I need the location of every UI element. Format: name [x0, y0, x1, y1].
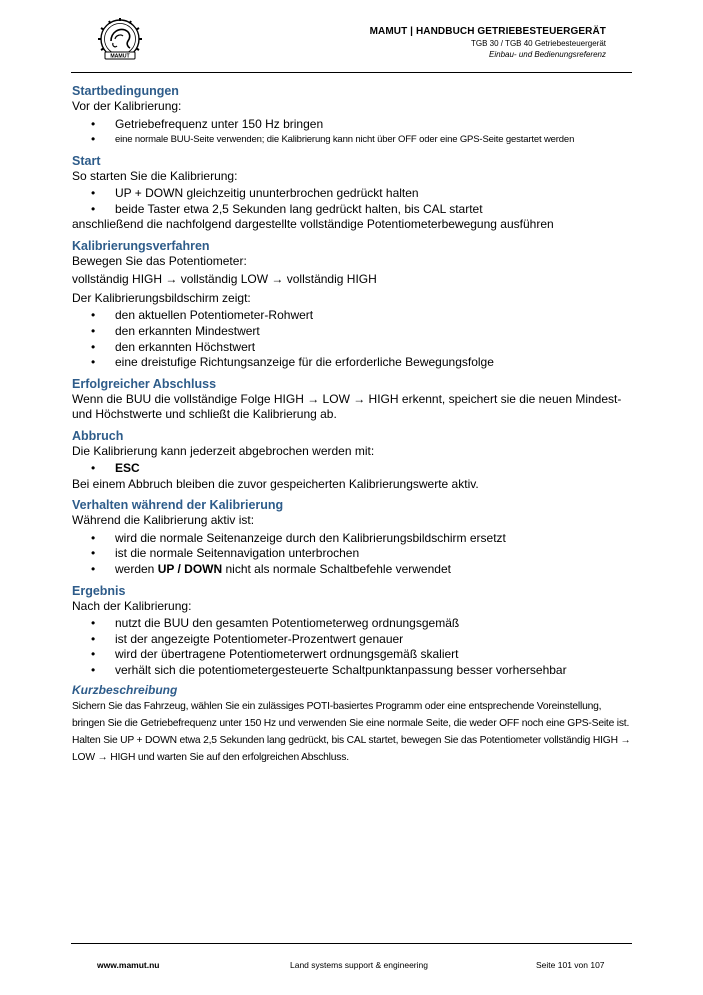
document-subtitle: TGB 30 / TGB 40 Getriebesteuergerät — [470, 39, 606, 48]
behavior-item3-bold: UP / DOWN — [157, 562, 223, 577]
esc-key-label: ESC — [115, 461, 140, 476]
page-content — [72, 83, 632, 766]
list-item: • ist der angezeigte Potentiometer-Prozentwert genauer — [72, 632, 632, 648]
svg-text:MAMUT: MAMUT — [110, 53, 130, 60]
page-header — [0, 0, 703, 74]
footer-page-number: Seite 101 von 107 — [536, 960, 605, 970]
list-item-esc — [72, 461, 632, 477]
list-item: • nutzt die BUU den gesamten Potentiometerweg ordnungsgemäß — [72, 616, 632, 632]
procedure-intro: Bewegen Sie das Potentiometer: — [72, 253, 247, 268]
result-list — [72, 616, 632, 678]
start-conditions-list — [72, 117, 632, 148]
start-after: anschließend die nachfolgend dargestellte vollständige Potentiometerbewegung ausführen — [72, 217, 554, 232]
heading-success: Erfolgreicher Abschluss — [72, 376, 217, 391]
list-item: • beide Taster etwa 2,5 Sekunden lang gedrückt halten, bis CAL startet — [72, 202, 632, 218]
start-conditions-intro: Vor der Kalibrierung: — [72, 99, 182, 113]
heading-result: Ergebnis — [72, 583, 126, 598]
mamut-logo — [95, 17, 145, 63]
heading-summary: Kurzbeschreibung — [72, 682, 178, 697]
abort-intro: Die Kalibrierung kann jederzeit abgebrochen werden mit: — [72, 443, 375, 458]
abort-after: Bei einem Abbruch bleiben die zuvor gespeicherten Kalibrierungswerte aktiv. — [72, 476, 479, 491]
list-item: • UP + DOWN gleichzeitig ununterbrochen gedrückt halten — [72, 186, 632, 202]
list-item: • Getriebefrequenz unter 150 Hz bringen — [72, 117, 632, 133]
footer-website: www.mamut.nu — [97, 960, 160, 970]
list-item: • wird die normale Seitenanzeige durch den Kalibrierungsbildschirm ersetzt — [72, 531, 632, 547]
behavior-intro: Während die Kalibrierung aktiv ist: — [72, 513, 255, 528]
heading-start: Start — [72, 153, 101, 168]
summary-text: Sichern Sie das Fahrzeug, wählen Sie ein zulässiges POTI-basiertes Programm oder eine entsprechende Voreinstellung, bringen Sie die Getriebefrequenz unter 150 Hz und verwenden Sie eine normale Seite, die weder OFF noch eine GPS-Seite ist. Halten Sie UP + DOWN etwa 2,5 Sekunden lang gedrückt, bis CAL startet, bewegen Sie das Potentiometer vollständig HIGH → LOW → HIGH und warten Sie auf den erfolgreichen Abschluss. — [72, 700, 631, 764]
footer-rule — [71, 943, 632, 944]
list-item: • den erkannten Höchstwert — [72, 340, 632, 356]
list-item: • ist die normale Seitennavigation unterbrochen — [72, 546, 632, 562]
heading-procedure: Kalibrierungsverfahren — [72, 238, 210, 253]
success-text: Wenn die BUU die vollständige Folge HIGH → LOW → HIGH erkennt, speichert sie die neuen Mindest- und Höchstwerte und schließt die Kalibrierung ab. — [72, 391, 622, 422]
list-item: • den aktuellen Potentiometer-Rohwert — [72, 308, 632, 324]
procedure-list — [72, 308, 632, 370]
document-title: MAMUT | HANDBUCH GETRIEBESTEUERGERÄT — [369, 26, 606, 37]
list-item: • den erkannten Mindestwert — [72, 324, 632, 340]
list-item: • eine dreistufige Richtungsanzeige für die erforderliche Bewegungsfolge — [72, 355, 632, 371]
abort-list — [72, 461, 632, 477]
heading-abort: Abbruch — [72, 428, 124, 443]
result-intro: Nach der Kalibrierung: — [72, 598, 192, 613]
footer-tagline: Land systems support & engineering — [290, 960, 428, 970]
procedure-sequence: vollständig HIGH → vollständig LOW → vollständig HIGH — [72, 272, 377, 287]
procedure-screen-intro: Der Kalibrierungsbildschirm zeigt: — [72, 290, 251, 305]
header-text — [370, 25, 606, 60]
heading-start-conditions: Startbedingungen — [72, 84, 179, 98]
list-item: • eine normale BUU-Seite verwenden; die Kalibrierung kann nicht über OFF oder eine GPS-Seite gestartet werden — [72, 132, 632, 148]
behavior-item3-prefix: werden — [115, 562, 158, 577]
list-item: • verhält sich die potentiometergesteuerte Schaltpunktanpassung besser vorhersehbar — [72, 663, 632, 679]
heading-behavior: Verhalten während der Kalibrierung — [72, 498, 284, 513]
list-item: • wird der übertragene Potentiometerwert ordnungsgemäß skaliert — [72, 647, 632, 663]
behavior-item3-suffix: nicht als normale Schaltbefehle verwendet — [222, 562, 451, 577]
behavior-list — [72, 531, 632, 578]
list-item — [72, 562, 632, 578]
start-list — [72, 186, 632, 217]
start-intro: So starten Sie die Kalibrierung: — [72, 168, 238, 183]
document-reference: Einbau- und Bedienungsreferenz — [489, 50, 606, 59]
header-rule — [71, 72, 632, 73]
